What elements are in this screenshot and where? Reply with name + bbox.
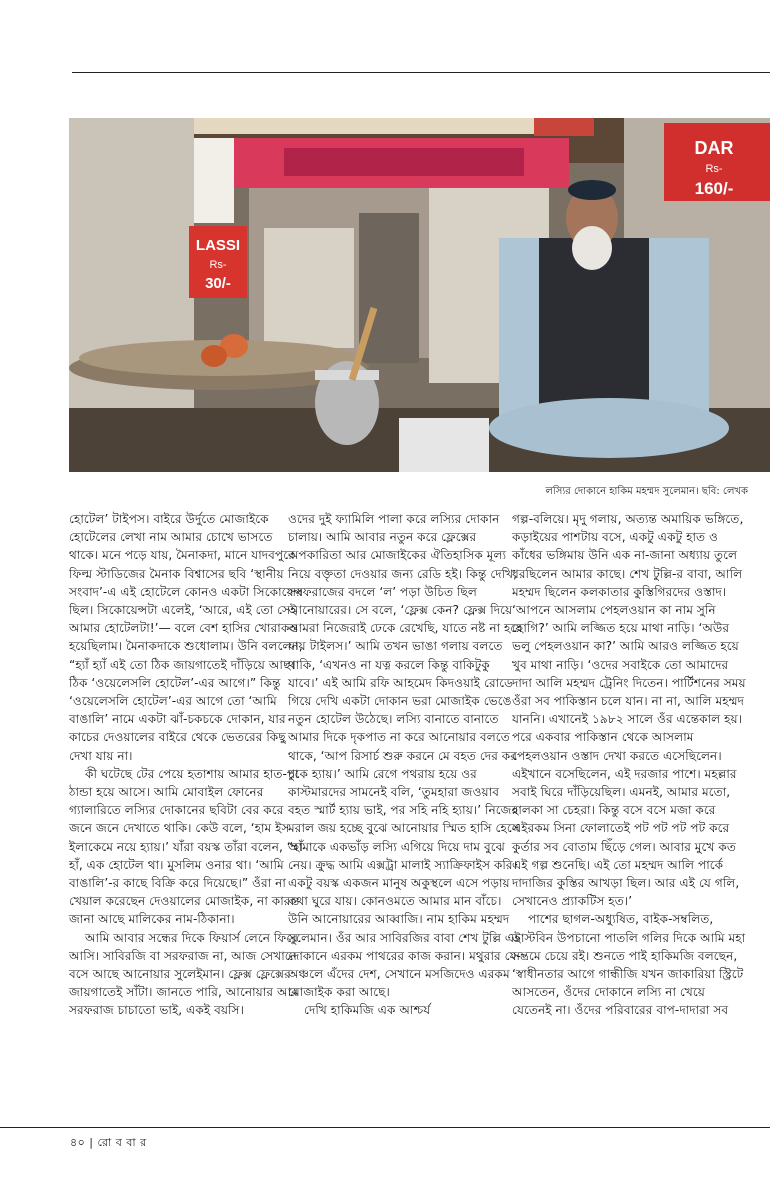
article-column-2	[288, 510, 524, 1020]
right-sign-price: 160/-	[694, 179, 734, 198]
right-sign-text: DAR	[694, 138, 734, 158]
right-sign-rs: Rs-	[705, 163, 723, 175]
paragraph: কী ঘটেছে টের পেয়ে হতাশায় আমার হাত-পা ঠান্ডা হয়ে আসে। আমি মোবাইল ফোনের গ্যালারিতে লস্যির দোকানের ছবিটা বের করে জনে জনে দেখাতে থাকি। কেউ বলে, ‘হাম ইস ইলাকেমে নয়ে হ্যায়।’ যাঁরা বয়স্ক তাঁরা বলেন, “হাঁ হাঁ, এক হোটেল থা। মুসলিম ওনার থা। ‘আমি বাঙালি’-র কাছে বিক্রি করে দিয়েছে।” ওঁরা না খেয়াল করেছেন দেওয়ালের মোজাইক, না কারও জানা আছে মালিকের নাম-ঠিকানা।	[69, 766, 304, 927]
paragraph: ওদের দুই ফ্যামিলি পালা করে লস্যির দোকান চালায়। আমি আবার নতুন করে ফ্লেক্সের অপকারিতা আর মোজাইকের ঐতিহাসিক মূল্য নিয়ে বক্তৃতা দেওয়ার জন্য রেডি হই। কিন্তু দেখি, সরফরাজের বদলে ‘ল’ পড়া উচিত ছিল আনোয়ারের। সে বলে, ‘ফ্লেক্স কেন? ফ্লেক্স দিয়ে আমরা নিজেরাই ঢেকে রেখেছি, যাতে নষ্ট না হয়ে যায় টাইলস।’ আমি তখন ভাঙা গলায় বলতে থাকি, ‘এখনও না যত্ন করলে কিন্তু বাকিটুকু যাবে।’ এই আমি রফি আহমেদ কিদওয়াই রোডে গিয়ে দেখি একটা দোকান ভরা মোজাইক ভেঙে নতুন হোটেল উঠেছে। লস্যি বানাতে বানাতে আমার দিকে দৃকপাত না করে আনোয়ার বলতে থাকে, ‘আপ রিসার্চ শুরু করনে মে বহত দের কর চুকে হ্যায়।’ আমি রেগে পথরায় হয়ে ওর কাস্টমারদের সামনেই বলি, ‘তুমহারা জওয়াব বহত স্মার্ট হ্যায় ভাই, পর সহি নহি হ্যায়।’ নিজের মরাল জয় হচ্ছে বুঝে আনোয়ার স্মিত হাসি হেসে আমাকে একভাঁড় লস্যি এগিয়ে দিয়ে দাম বুঝে নেয়। ক্রুদ্ধ আমি এক্সট্রা মালাই স্যাক্রিফাইস করি। একটু বয়স্ক একজন মানুষ অকুস্থলে এসে পড়ায় কথা ঘুরে যায়। কোনওমতে আমার মান বাঁচে। উনি আনোয়ারের আব্বাজি। নাম হাকিম মহম্মদ সুলেমান। ওঁর আর সাবিরজির বাবা শেখ টুল্লি এই দোকানে এরকম পাথরের কাজ করান। মথুরার যে-অঞ্চলে এঁদের দেশ, সেখানে মসজিদেও এরকম মোজাইক করা আছে।	[288, 512, 523, 1000]
photo-caption: লস্যির দোকানে হাকিম মহম্মদ সুলেমান। ছবি: লেখক	[545, 486, 748, 497]
header-rule	[72, 72, 770, 73]
paragraph: পাশের ছাগল-অধ্যুষিত, বাইক-সম্বলিত, ডাস্টবিন উপচানো পাতলি গলির দিকে আমি মহা সম্ভ্রমে চেয়ে রই। শুনতে পাই হাকিমজি বলছেন, ‘স্বাধীনতার আগে গান্ধীজি যখন জাকারিয়া স্ট্রিটে আসতেন, ওঁদের দোকানে লস্যি না খেয়ে যেতেনই না। ওঁদের পরিবারের বাপ-দাদারা সব	[512, 912, 746, 1018]
lassi-sign-rs: Rs-	[209, 259, 227, 271]
article-photo	[69, 118, 770, 472]
paragraph: হোটেল’ টাইপস। বাইরে উর্দুতে মোজাইকে হোটেলের লেখা নাম আমার চোখে ভাসতে থাকে। মনে পড়ে যায়, মৈনাকদা, মানে যাদবপুরে ফিল্ম স্টাডিজের মৈনাক বিশ্বাসের ছবি ‘স্থানীয় সংবাদ’-এ এই হোটেলে কোনও একটা সিকোয়েন্স ছিল। সিকোয়েন্সটা এলেই, ‘আরে, এই তো সেই আমার হোটেলটা!’— বলে বেশ হাসির খোরাকও হয়েছিলাম। মৈনাকদাকে শুধোলাম। উনি বললেন, “হ্যাঁ হ্যাঁ এই তো ঠিক জায়গাতেই দাঁড়িয়ে আছ। ঠিক ‘ওয়েলেসলি হোটেল’-এর আগে।” কিন্তু ‘ওয়েলেসলি হোটেল’-এর আগে তো ‘আমি বাঙালি’ নামে একটা ঝাঁ-চকচকে দোকান, যার কাচের দেওয়ালের বাইরে থেকে ভেতরের কিছু দেখা যায় না।	[69, 512, 304, 763]
paragraph: দেখি হাকিমজি এক আশ্চর্য	[304, 1003, 431, 1018]
paragraph: আমি আবার সন্ধের দিকে ফিয়ার্স লেনে ফিরে আসি। সাবিরজি বা সরফরাজ না, আজ সেখানে বসে আছে আনোয়ার সুলেইমান। ফ্লেক্স ফ্লেক্সের জায়গাতেই সাঁটা। জানতে পারি, আনোয়ার আর সরফরাজ চাচাতো ভাই, একই বয়সি।	[69, 930, 298, 1018]
footer-rule	[0, 1127, 770, 1128]
lassi-sign-text: LASSI	[195, 237, 241, 254]
lassi-sign-price: 30/-	[205, 275, 231, 292]
page-folio: ৪০ | রো ব বা র	[70, 1136, 147, 1149]
article-column-3	[512, 510, 748, 1020]
paragraph: গল্প-বলিয়ে। মৃদু গলায়, অত্যন্ত অমায়িক ভঙ্গিতে, কড়াইয়ের পাশটায় বসে, একটু একটু হাত ও কাঁধের ভঙ্গিমায় উনি এক না-জানা অধ্যায় তুলে ধরছিলেন আমার কাছে। শেখ টুল্লি-র বাবা, আলি মহম্মদ ছিলেন কলকাতার কুস্তিগিরদের ওস্তাদ। ‘আপনে আসলাম পেহলওয়ান কা নাম সুনি হোগি?’ আমি লজ্জিত হয়ে মাথা নাড়ি। ‘অউর ভলু পেহলওয়ান কা?’ আমি আরও লজ্জিত হয়ে খুব মাথা নাড়ি। ‘ওদের সবাইকে তো আমাদের দাদা আলি মহম্মদ ট্রেনিং দিতেন। পার্টিশনের সময় ওঁরা সব পাকিস্তান চলে যান। না না, আলি মহম্মদ যাননি। এখানেই ১৯৮২ সালে ওঁর এন্তেকাল হয়। পরে একবার পাকিস্তান থেকে আসলাম পেহলওয়ান ওস্তাদ দেখা করতে এসেছিলেন। এইখানে বসেছিলেন, এই দরজার পাশে। মহল্লার সবাই ঘিরে দাঁড়িয়েছিল। এমনই, আমার মতো, হালকা সা চেহরা। কিন্তু বসে বসে মজা করে এইরকম সিনা ফোলাতেই পট পট পট পট করে কুর্তার সব বোতাম ছিঁড়ে গেল। আবার মুখে কত এই গল্প শুনেছি। এই তো মহম্মদ আলি পার্কে দাদাজির কুস্তির আখড়া ছিল। আর এই যে গলি, সেখানেও প্র্যাকটিস হত।’	[512, 512, 746, 909]
article-column-1	[69, 510, 305, 1020]
